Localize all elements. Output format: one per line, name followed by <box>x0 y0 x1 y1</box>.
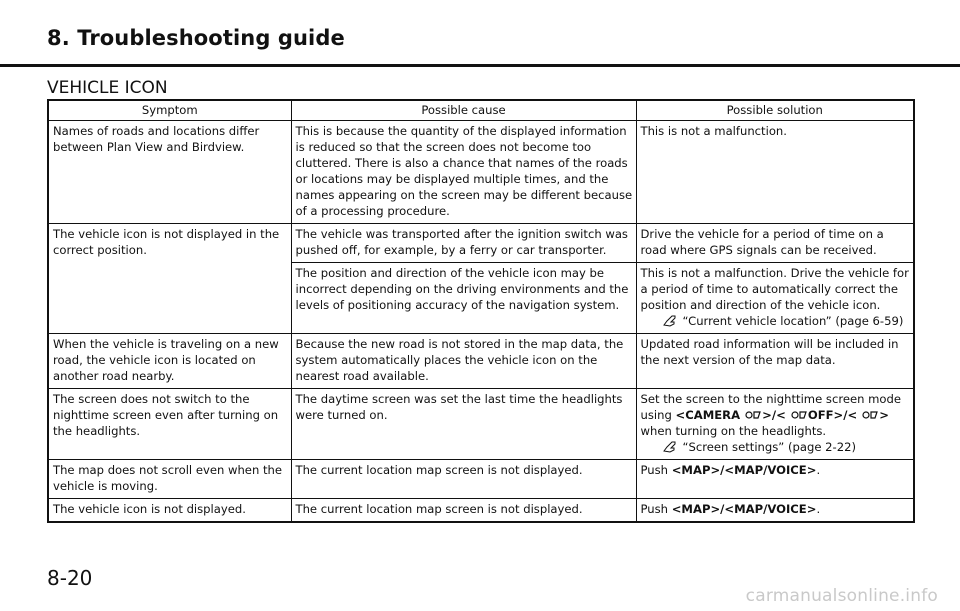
column-header-cause: Possible cause <box>291 100 636 121</box>
camera-switch-icon <box>862 410 878 420</box>
solution-text: when turning on the headlights. <box>640 424 827 438</box>
table-header-row <box>48 100 914 121</box>
column-header-symptom: Symptom <box>48 100 291 121</box>
camera-switch-icon <box>745 410 761 420</box>
table-row <box>48 121 914 224</box>
reference-hand-icon <box>663 314 677 327</box>
solution-cell <box>636 263 914 334</box>
cause-cell: The current location map screen is not displayed. <box>291 460 636 499</box>
solution-cell: This is not a malfunction. <box>636 121 914 224</box>
symptom-cell: When the vehicle is traveling on a new road, the vehicle icon is located on another road nearby. <box>48 334 291 389</box>
symptom-cell: Names of roads and locations differ between Plan View and Birdview. <box>48 121 291 224</box>
chapter-title: 8. Troubleshooting guide <box>47 26 345 50</box>
table-row <box>48 389 914 460</box>
solution-text: Set the screen to the nighttime screen mode using <box>640 392 902 422</box>
symptom-cell: The screen does not switch to the nighttime screen even after turning on the headlights. <box>48 389 291 460</box>
cause-cell: The position and direction of the vehicle icon may be incorrect depending on the driving environments and the levels of positioning accuracy of the navigation system. <box>291 263 636 334</box>
table-row <box>48 460 914 499</box>
camera-key-label: <CAMERA >/< OFF>/< > <box>675 408 889 422</box>
symptom-cell: The map does not scroll even when the vehicle is moving. <box>48 460 291 499</box>
solution-cell: Updated road information will be included in the next version of the map data. <box>636 334 914 389</box>
camera-switch-icon <box>791 410 807 420</box>
reference-link[interactable]: “Current vehicle location” (page 6-59) <box>682 314 904 328</box>
solution-cell <box>636 389 914 460</box>
solution-cell: Push <MAP>/<MAP/VOICE>. <box>636 499 914 523</box>
cause-cell: The current location map screen is not displayed. <box>291 499 636 523</box>
section-title: VEHICLE ICON <box>47 78 168 98</box>
symptom-cell: The vehicle icon is not displayed. <box>48 499 291 523</box>
map-key-label: <MAP>/<MAP/VOICE> <box>671 502 817 516</box>
reference-hand-icon <box>663 440 677 453</box>
symptom-cell: The vehicle icon is not displayed in the correct position. <box>48 224 291 334</box>
cause-cell: This is because the quantity of the displayed information is reduced so that the screen does not become too cluttered. There is also a chance that names of the roads or locations may be displayed multiple times, and the names appearing on the screen may be different because of a processing procedure. <box>291 121 636 224</box>
page-number: 8-20 <box>47 566 93 590</box>
column-header-solution: Possible solution <box>636 100 914 121</box>
solution-text: This is not a malfunction. Drive the vehicle for a period of time to automatically correct the position and direction of the vehicle icon. <box>640 266 909 312</box>
watermark: carmanualsonline.info <box>745 586 938 606</box>
map-key-label: <MAP>/<MAP/VOICE> <box>671 463 817 477</box>
troubleshooting-table <box>47 99 915 523</box>
table-row <box>48 499 914 523</box>
header-rule <box>0 64 960 67</box>
reference-line <box>641 439 911 455</box>
cause-cell: The daytime screen was set the last time the headlights were turned on. <box>291 389 636 460</box>
cause-cell: The vehicle was transported after the ignition switch was pushed off, for example, by a ferry or car transporter. <box>291 224 636 263</box>
solution-cell: Drive the vehicle for a period of time on a road where GPS signals can be received. <box>636 224 914 263</box>
reference-line <box>641 313 911 329</box>
table-row <box>48 224 914 263</box>
cause-cell: Because the new road is not stored in the map data, the system automatically places the vehicle icon on the nearest road available. <box>291 334 636 389</box>
reference-link[interactable]: “Screen settings” (page 2-22) <box>682 440 856 454</box>
solution-cell: Push <MAP>/<MAP/VOICE>. <box>636 460 914 499</box>
table-row <box>48 334 914 389</box>
